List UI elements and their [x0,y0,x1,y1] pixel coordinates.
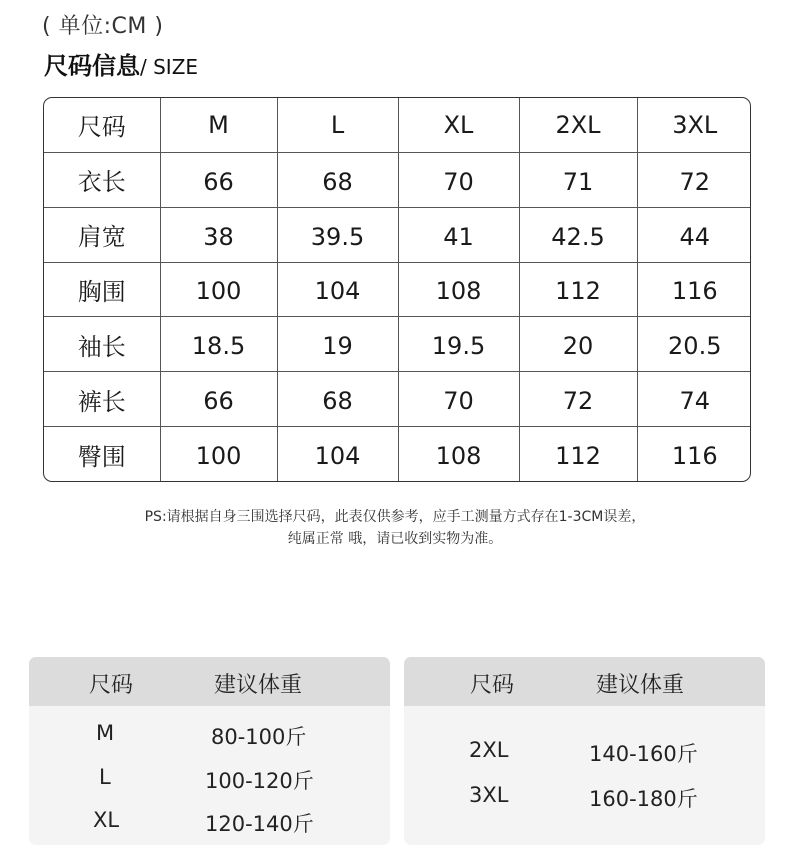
table-cell: 108 [398,262,519,317]
size-value: M [96,721,115,745]
weight-card-header [29,657,390,706]
weight-card-right [404,657,765,845]
table-cell: 116 [637,262,751,317]
table-cell: 112 [519,427,637,481]
size-column-header: 尺码 [470,673,515,698]
table-cell: 42.5 [519,207,637,262]
row-label: 衣长 [44,152,160,207]
weight-value: 140-160斤 [589,742,698,766]
weight-value: 120-140斤 [205,812,314,836]
size-column-header: 尺码 [89,673,134,698]
note-line-2: 纯属正常 哦，请已收到实物为准。 [287,531,503,547]
header-cell: M [160,98,277,152]
row-label: 裤长 [44,372,160,427]
table-cell: 108 [398,427,519,481]
header-cell: 尺码 [44,98,160,152]
unit-label: ( 单位:CM ) [42,14,164,39]
measurement-note [0,506,790,550]
table-row [44,262,751,317]
section-title-cn: 尺码信息 [44,52,140,80]
table-header-row [44,98,751,152]
weight-value: 100-120斤 [205,769,314,793]
section-title [44,46,198,81]
row-label: 袖长 [44,317,160,372]
table-cell: 18.5 [160,317,277,372]
weight-column-header: 建议体重 [214,673,303,698]
table-cell: 74 [637,372,751,427]
table-cell: 20.5 [637,317,751,372]
header-cell: 3XL [637,98,751,152]
header-cell: XL [398,98,519,152]
table-cell: 116 [671,442,718,471]
weight-card-left [29,657,390,845]
header-cell: L [277,98,398,152]
table-cell: 68 [277,372,398,427]
table-cell: 104 [277,427,398,481]
table-cell: 19.5 [398,317,519,372]
row-label: 臀围 [44,427,160,481]
table-row [44,372,751,427]
weight-column-header: 建议体重 [596,673,685,698]
table-cell: 68 [277,152,398,207]
table-row [44,152,751,207]
size-chart-table [43,97,751,482]
table-cell: 19 [277,317,398,372]
weight-value: 80-100斤 [211,725,307,749]
table-cell: 72 [637,152,751,207]
size-value: L [99,765,111,789]
table-cell: 104 [277,262,398,317]
table-cell: 44 [637,207,751,262]
table-cell: 70 [398,372,519,427]
table-row [44,317,751,372]
table-cell: 72 [519,372,637,427]
table-cell: 71 [519,152,637,207]
table-cell: 70 [398,152,519,207]
table-cell: 20 [519,317,637,372]
table-cell: 41 [398,207,519,262]
weight-card-header [404,657,765,706]
note-line-1: PS:请根据自身三围选择尺码，此表仅供参考，应手工测量方式存在1-3CM误差， [144,509,646,525]
row-label: 肩宽 [44,207,160,262]
header-cell: 2XL [519,98,637,152]
row-label: 胸围 [44,262,160,317]
table-cell: 39.5 [277,207,398,262]
weight-value: 160-180斤 [589,787,698,811]
table-cell: 100 [160,427,277,481]
table-cell: 100 [160,262,277,317]
table-row [44,207,751,262]
table-cell: 38 [160,207,277,262]
size-value: XL [93,808,120,832]
table-cell: 112 [519,262,637,317]
table-row [44,427,751,481]
size-value: 3XL [469,783,509,807]
section-title-en: / SIZE [140,55,199,79]
table-cell: 66 [160,152,277,207]
table-cell: 66 [160,372,277,427]
size-value: 2XL [469,738,509,762]
